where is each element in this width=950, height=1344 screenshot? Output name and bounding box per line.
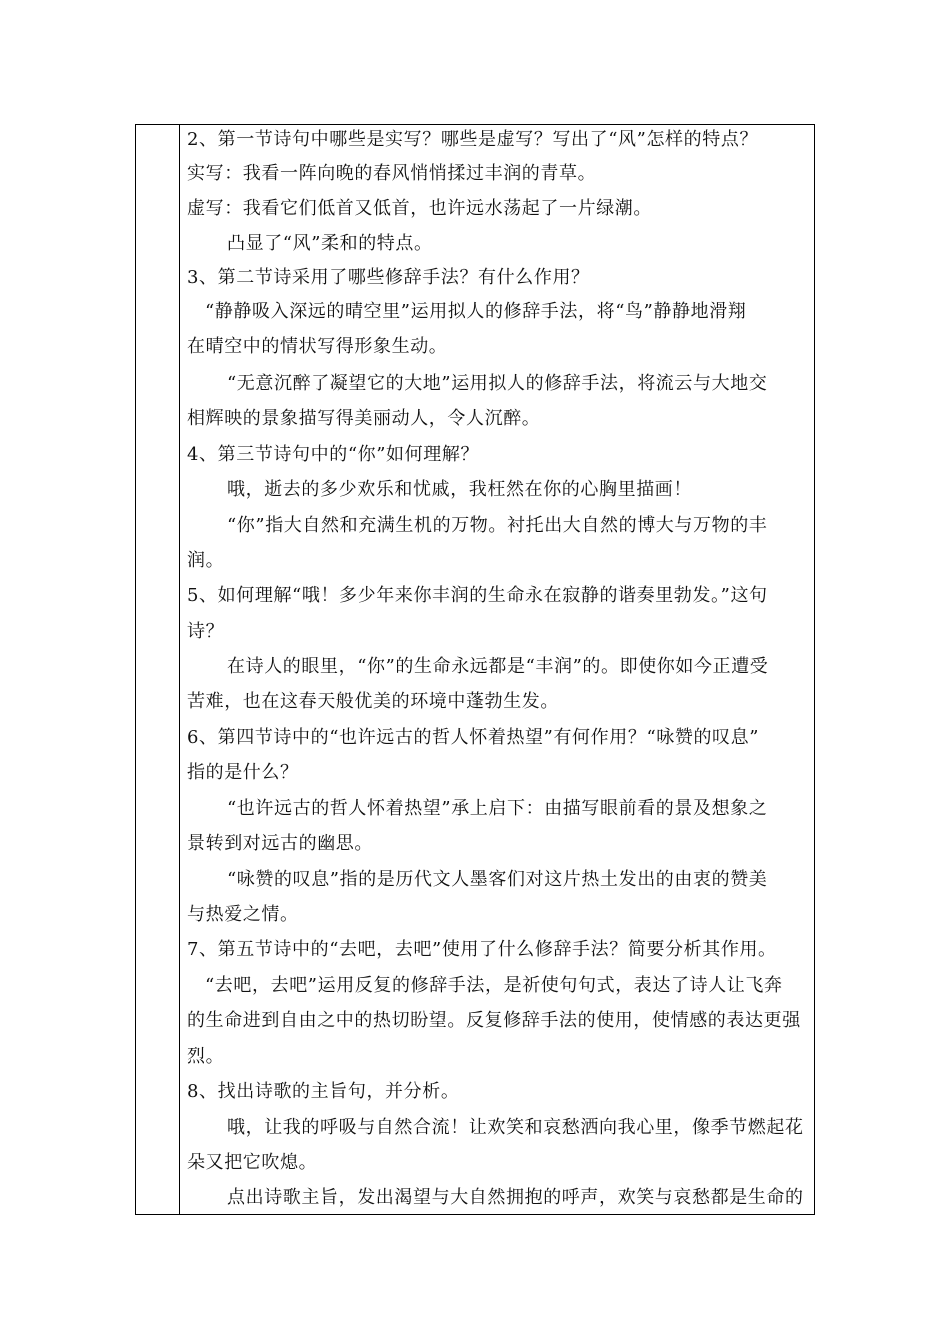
- answer-line: 哦，逝去的多少欢乐和忧戚，我枉然在你的心胸里描画！: [227, 479, 692, 500]
- answer-line: “静静吸入深远的晴空里”运用拟人的修辞手法，将“鸟”静静地滑翔: [205, 301, 747, 322]
- answer-line: “无意沉醉了凝望它的大地”运用拟人的修辞手法，将流云与大地交: [227, 373, 768, 394]
- answer-line: “你”指大自然和充满生机的万物。衬托出大自然的博大与万物的丰: [227, 515, 768, 536]
- question-3: 3、第二节诗采用了哪些修辞手法？有什么作用？: [187, 267, 590, 288]
- question-8: 8、找出诗歌的主旨句，并分析。: [187, 1081, 460, 1102]
- question-6: 6、第四节诗中的“也许远古的哲人怀着热望”有何作用？“咏赞的叹息”: [187, 727, 760, 748]
- answer-line: 烈。: [187, 1046, 225, 1067]
- answer-table: [135, 124, 815, 1215]
- answer-line: 景转到对远古的幽思。: [187, 833, 373, 854]
- answer-line: 实写：我看一阵向晚的春风悄悄揉过丰润的青草。: [187, 163, 597, 184]
- answer-line: “去吧，去吧”运用反复的修辞手法，是祈使句句式，表达了诗人让飞奔: [205, 975, 783, 996]
- question-6-cont: 指的是什么？: [187, 762, 299, 783]
- answer-line: 虚写：我看它们低首又低首，也许远水荡起了一片绿潮。: [187, 198, 652, 219]
- answer-line: 朵又把它吹熄。: [187, 1152, 318, 1173]
- question-7: 7、第五节诗中的“去吧，去吧”使用了什么修辞手法？简要分析其作用。: [187, 939, 777, 960]
- question-4: 4、第三节诗句中的“你”如何理解？: [187, 444, 480, 465]
- question-5-cont: 诗？: [187, 621, 225, 642]
- answer-line: “咏赞的叹息”指的是历代文人墨客们对这片热土发出的由衷的赞美: [227, 869, 768, 890]
- answer-line: 在晴空中的情状写得形象生动。: [187, 336, 448, 357]
- answer-line: 的生命进到自由之中的热切盼望。反复修辞手法的使用，使情感的表达更强: [187, 1010, 801, 1031]
- answer-line: 相辉映的景象描写得美丽动人，令人沉醉。: [187, 408, 541, 429]
- question-2: 2、第一节诗句中哪些是实写？哪些是虚写？写出了“风”怎样的特点？: [187, 129, 759, 150]
- answer-line: “也许远古的哲人怀着热望”承上启下：由描写眼前看的景及想象之: [227, 798, 768, 819]
- answer-line: 与热爱之情。: [187, 904, 299, 925]
- answer-line: 苦难，也在这春天般优美的环境中蓬勃生发。: [187, 691, 559, 712]
- answer-line: 点出诗歌主旨，发出渴望与大自然拥抱的呼声，欢笑与哀愁都是生命的: [227, 1187, 804, 1208]
- question-5: 5、如何理解“哦！多少年来你丰润的生命永在寂静的谐奏里勃发。”这句: [187, 585, 768, 606]
- answer-line: 在诗人的眼里，“你”的生命永远都是“丰润”的。即使你如今正遭受: [227, 656, 769, 677]
- table-content-cell: [187, 125, 809, 1214]
- answer-line: 凸显了“风”柔和的特点。: [227, 233, 433, 254]
- answer-line: 润。: [187, 550, 225, 571]
- answer-line: 哦，让我的呼吸与自然合流！让欢笑和哀愁洒向我心里，像季节燃起花: [227, 1117, 804, 1138]
- table-left-column: [136, 125, 180, 1214]
